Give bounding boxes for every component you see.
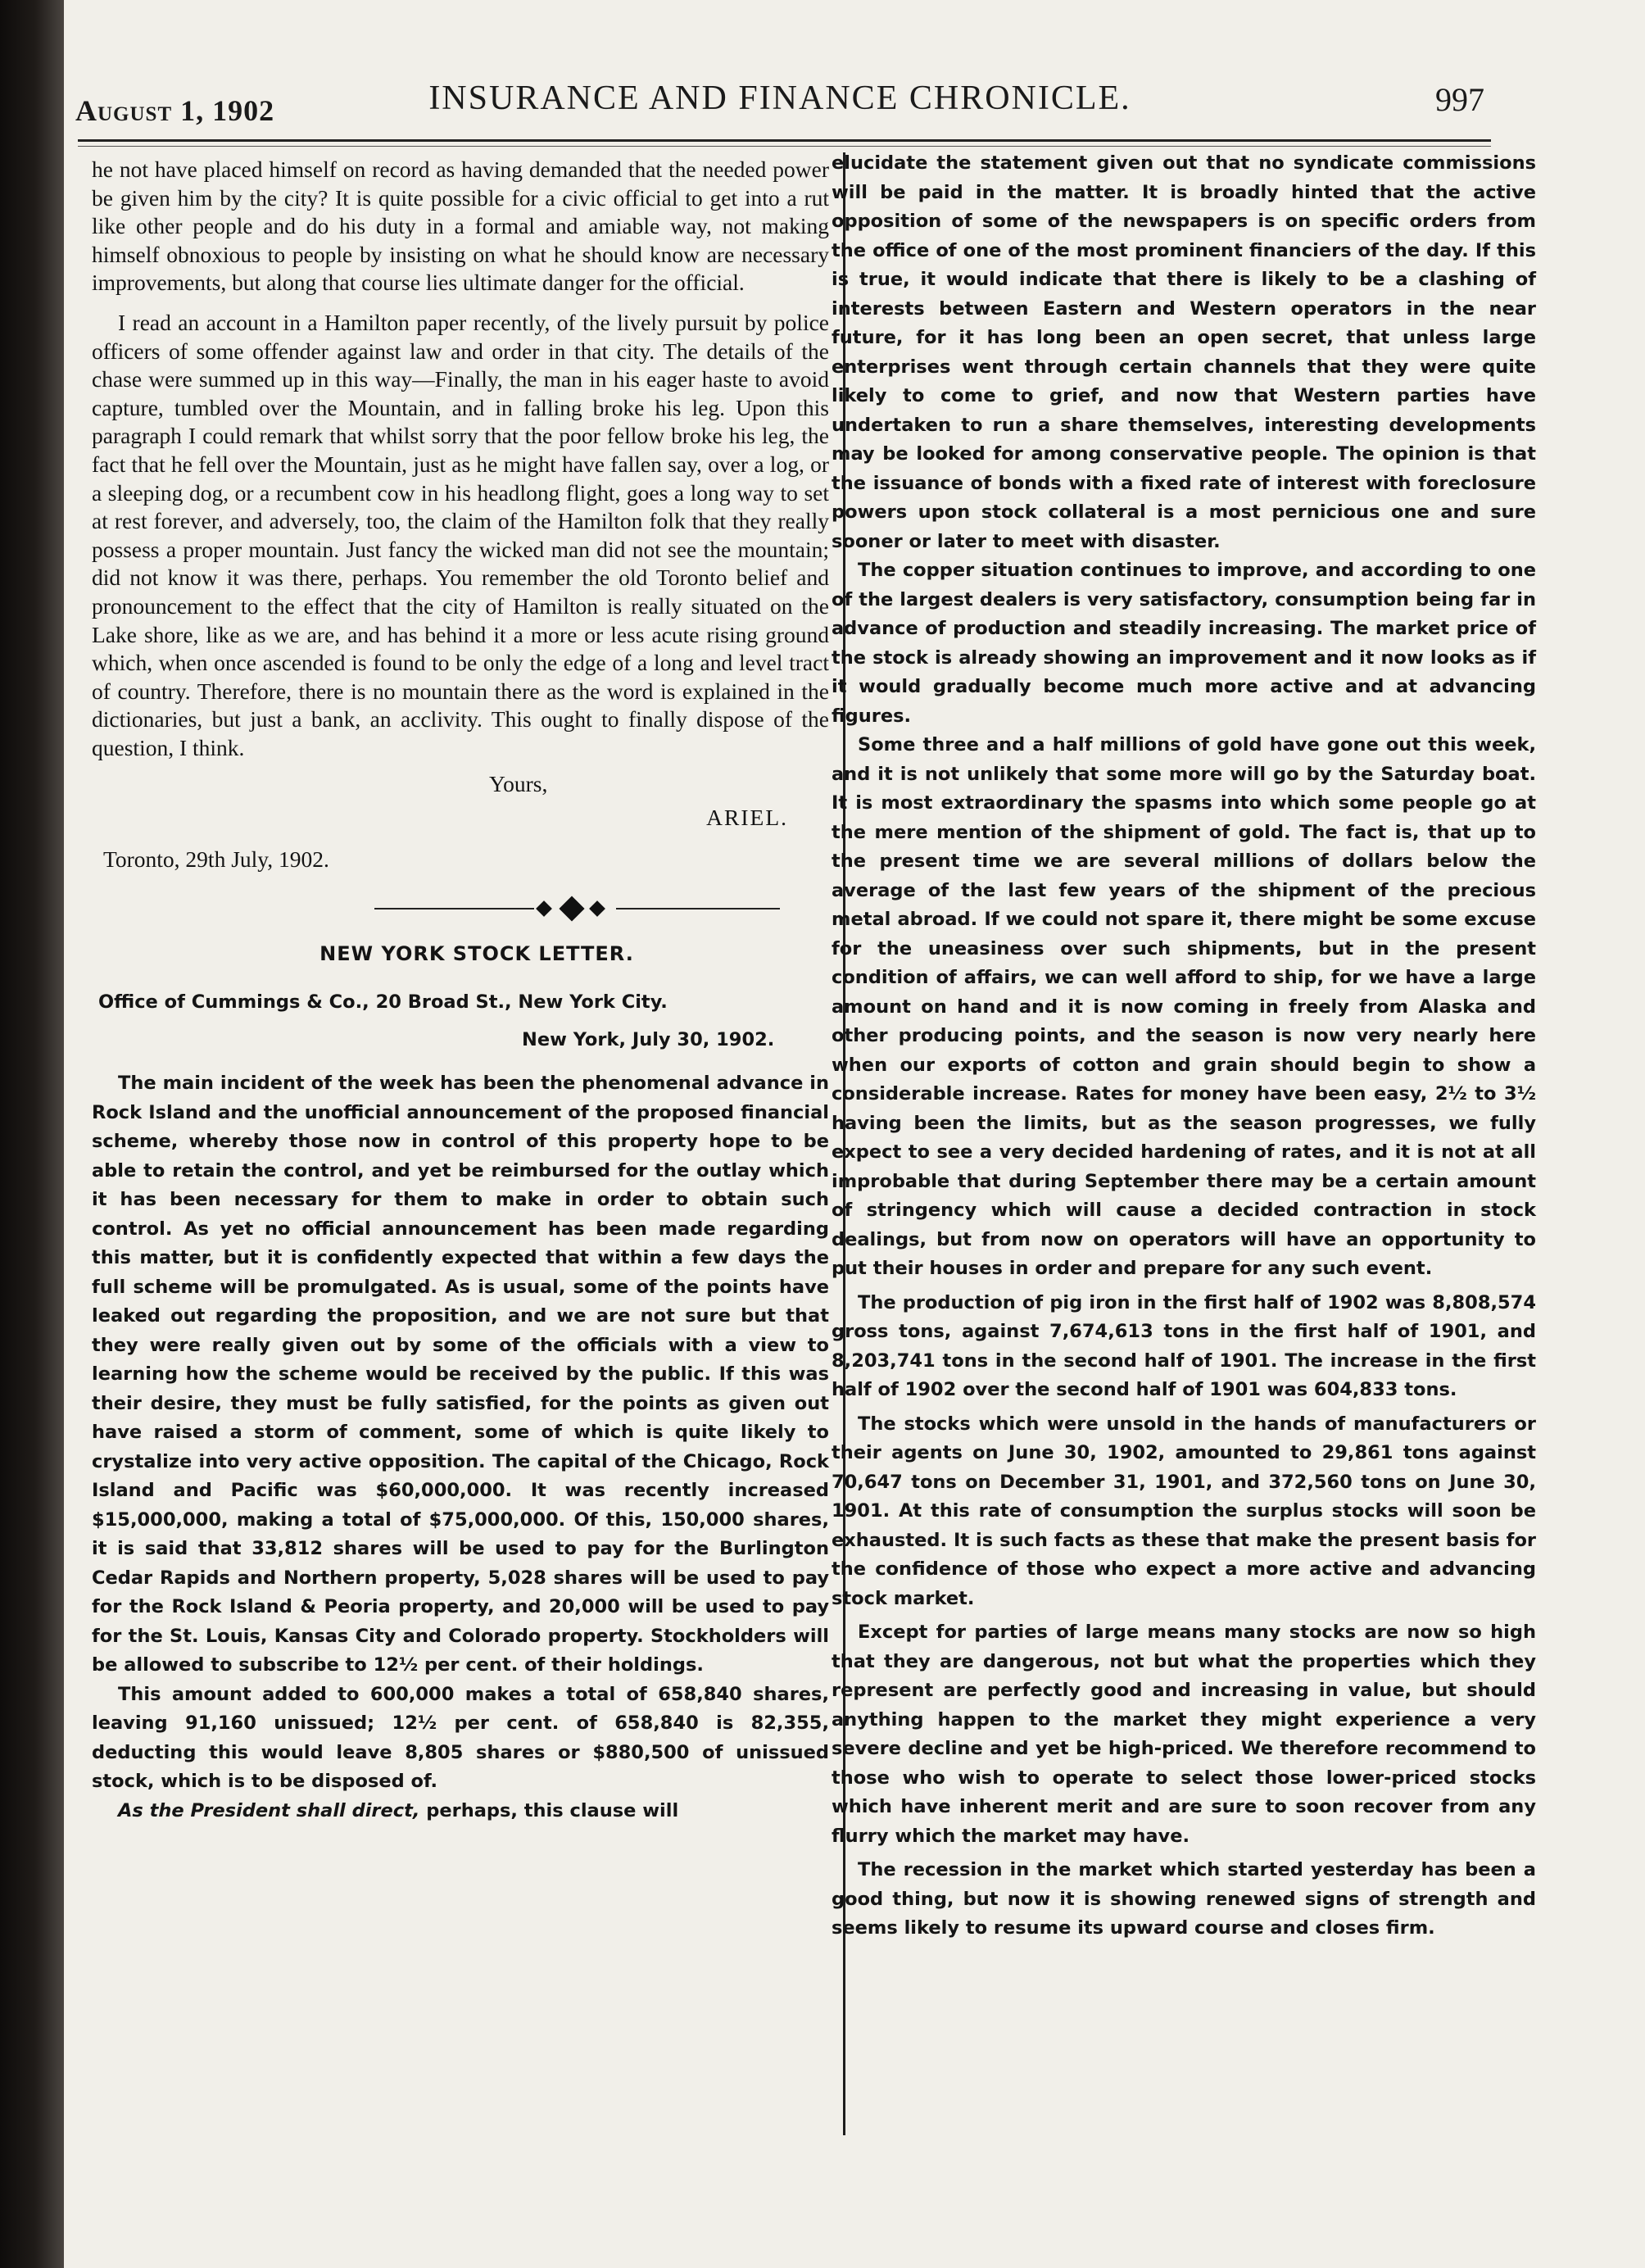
closing-italic: As the President shall direct, [118, 1799, 420, 1821]
signoff-place-date: Toronto, 29th July, 1902. [103, 846, 329, 872]
closing-rest: perhaps, this clause will [419, 1799, 679, 1821]
section-ornament [92, 882, 829, 931]
header-title: INSURANCE AND FINANCE CHRONICLE. [428, 79, 1131, 117]
paragraph: I read an account in a Hamilton paper recently, of the lively pursuit by police officers of some offender against law and order in that city. The details of the chase were summed up in this way—Finally, the man in his eager haste to avoid capture, tumbled over the Mountain, and in falling broke his leg. Upon this paragraph I could remark that whilst sorry that the poor fellow broke his leg, the fact that he fell over the Mountain, just as he might have fallen say, over a log, or a sleeping dog, or a recumbent cow in his headlong flight, goes a long way to set at rest forever, and adversely, too, the claim of the Hamilton folk that they really possess a proper mountain. Just fancy the wicked man did not see the mountain; did not know it was there, perhaps. You remember the old Toronto belief and pronouncement to the effect that the city of Hamilton is really situated on the Lake shore, like as we are, and has behind it a more or less acute rising ground which, when once ascended is found to be only the edge of a long and level tract of country. Therefore, there is no mountain there as the word is explained in the dictionaries, but just a bank, an acclivity. This ought to finally dispose of the question, I think. [92, 309, 829, 760]
ornament-diamond [536, 900, 552, 917]
dateline: New York, July 30, 1902. [522, 1028, 775, 1050]
page-number: 997 [1435, 81, 1484, 118]
signoff-yours: Yours, [489, 771, 548, 797]
ornament-diamond [589, 900, 605, 917]
left-column [92, 156, 829, 1826]
header-rule-thick [78, 139, 1491, 142]
ornament-diamond [559, 896, 584, 922]
paragraph: The main incident of the week has been the phenomenal advance in Rock Island and the unofficial announcement of the proposed financial scheme, whereby those now in control of this property hope to be able to retain the control, and yet be reimbursed for the outlay which it has been necessary for them to make in order to obtain such control. As yet no official announcement has been made regarding this matter, but it is confidently expected that within a few days the full scheme will be promulgated. As is usual, some of the points have leaked out regarding the proposition, and we are not sure but that they were really given out by some of the officials with a view to learning how the scheme would be received by the public. If this was their desire, they must be fully satisfied, for the points as given out have raised a storm of comment, some of which is quite likely to crystalize into very active opposition. The capital of the Chicago, Rock Island and Pacific was $60,000,000. It was recently increased $15,000,000, making a total of $75,000,000. Of this, 150,000 shares, it is said that 33,812 shares will be used to pay for the Burlington Cedar Rapids and Northern property, 5,028 shares will be used to pay for the Rock Island & Peoria property, and 20,000 will be used to pay for the St. Louis, Kansas City and Colorado property. Stockholders will be allowed to subscribe to 12½ per cent. of their holdings. [92, 1073, 829, 1676]
header-rule-thin [78, 146, 1491, 147]
office-line: Office of Cummings & Co., 20 Broad St., New York City. [98, 991, 668, 1014]
paragraph: The stocks which were unsold in the hands of manufacturers or their agents on June 30, 1902, amounted to 29,861 tons against 70,647 tons on December 31, 1901, and 372,560 tons on June 30, 1901. At this rate of consumption the surplus stocks will soon be exhausted. It is such facts as these that make the present basis for the confidence of those who expect a more active and advancing stock market. [832, 1413, 1536, 1609]
page-header [75, 79, 1484, 128]
book-binding-edge [0, 0, 64, 2268]
ornament-rule-right [616, 908, 780, 909]
paragraph: The production of pig iron in the first half of 1902 was 8,808,574 gross tons, against 7,674,613 tons in the first half of 1901, and 8,203,741 tons in the second half of 1901. The increase in the first half of 1902 over the second half of 1901 was 604,833 tons. [832, 1291, 1536, 1400]
right-column [832, 149, 1536, 1944]
paragraph: he not have placed himself on record as having demanded that the needed power be given him by the city? It is quite possible for a civic official to get into a rut like other people and do his duty in a formal and amiable way, not making himself obnoxious to people by insisting on what he should know are necessary improvements, but along that course lies ultimate danger for the official. [92, 156, 829, 296]
closing-line [92, 1797, 829, 1826]
paragraph: Except for parties of large means many stocks are now so high that they are dangerous, not but what the properties which they represent are perfectly good and increasing in value, but should anything happen to the market they might experience a very severe decline and yet be high-priced. We therefore recommend to those who wish to operate to select those lower-priced stocks which have inherent merit and are sure to soon recover from any flurry which the market may have. [832, 1622, 1536, 1847]
paragraph: The recession in the market which started yesterday has been a good thing, but now it is showing renewed signs of strength and seems likely to resume its upward course and closes firm. [832, 1859, 1536, 1939]
header-date: August 1, 1902 [75, 94, 275, 127]
paragraph: The copper situation continues to improve, and according to one of the largest dealers is very satisfactory, consumption being far in advance of production and steadily increasing. The market price of the stock is already showing an improvement and it now looks as if it would gradually become much more active and at advancing figures. [832, 560, 1536, 727]
signoff-name: ARIEL. [706, 805, 788, 831]
paragraph: This amount added to 600,000 makes a total of 658,840 shares, leaving 91,160 unissued; 12½ per cent. of 658,840 is 82,355, deducting this would leave 8,805 shares or $880,500 of unissued stock, which is to be disposed of. [92, 1683, 829, 1793]
ornament-rule-left [374, 908, 534, 909]
section-title: NEW YORK STOCK LETTER. [319, 942, 634, 966]
paragraph: Some three and a half millions of gold have gone out this week, and it is not unlikely that some more will go by the Saturday boat. It is most extraordinary the spasms into which some people go at the mere mention of the shipment of gold. The fact is, that up to the present time we are several millions of dollars below the average of the last few years of the shipment of the precious metal abroad. If we could not spare it, there might be some excuse for the uneasiness over such shipments, but in the present condition of affairs, we can well afford to ship, for we have a large amount on hand and it is now coming in freely from Alaska and other producing points, and the season is now very nearly here when our exports of cotton and grain should begin to show a considerable increase. Rates for money have been easy, 2½ to 3½ having been the limits, but as the season progresses, we fully expect to see a very decided hardening of rates, and it is not at all improbable that during September there may be a certain amount of stringency which will cause a decided contraction in stock dealings, but from now on operators will have an opportunity to put their houses in order and prepare for any such event. [832, 734, 1536, 1279]
paragraph: elucidate the statement given out that no syndicate commissions will be paid in the matter. It is broadly hinted that the active opposition of some of the newspapers is on specific orders from the office of one of the most prominent financiers of the day. If this is true, it would indicate that there is likely to be a clashing of interests between Eastern and Western operators in the near future, for it has long been an open secret, that unless large enterprises went through certain channels that they were quite likely to come to grief, and now that Western parties have undertaken to run a share themselves, interesting developments may be looked for among conservative people. The opinion is that the issuance of bonds with a fixed rate of interest with foreclosure powers upon stock collateral is a most pernicious one and sure sooner or later to meet with disaster. [832, 152, 1536, 552]
